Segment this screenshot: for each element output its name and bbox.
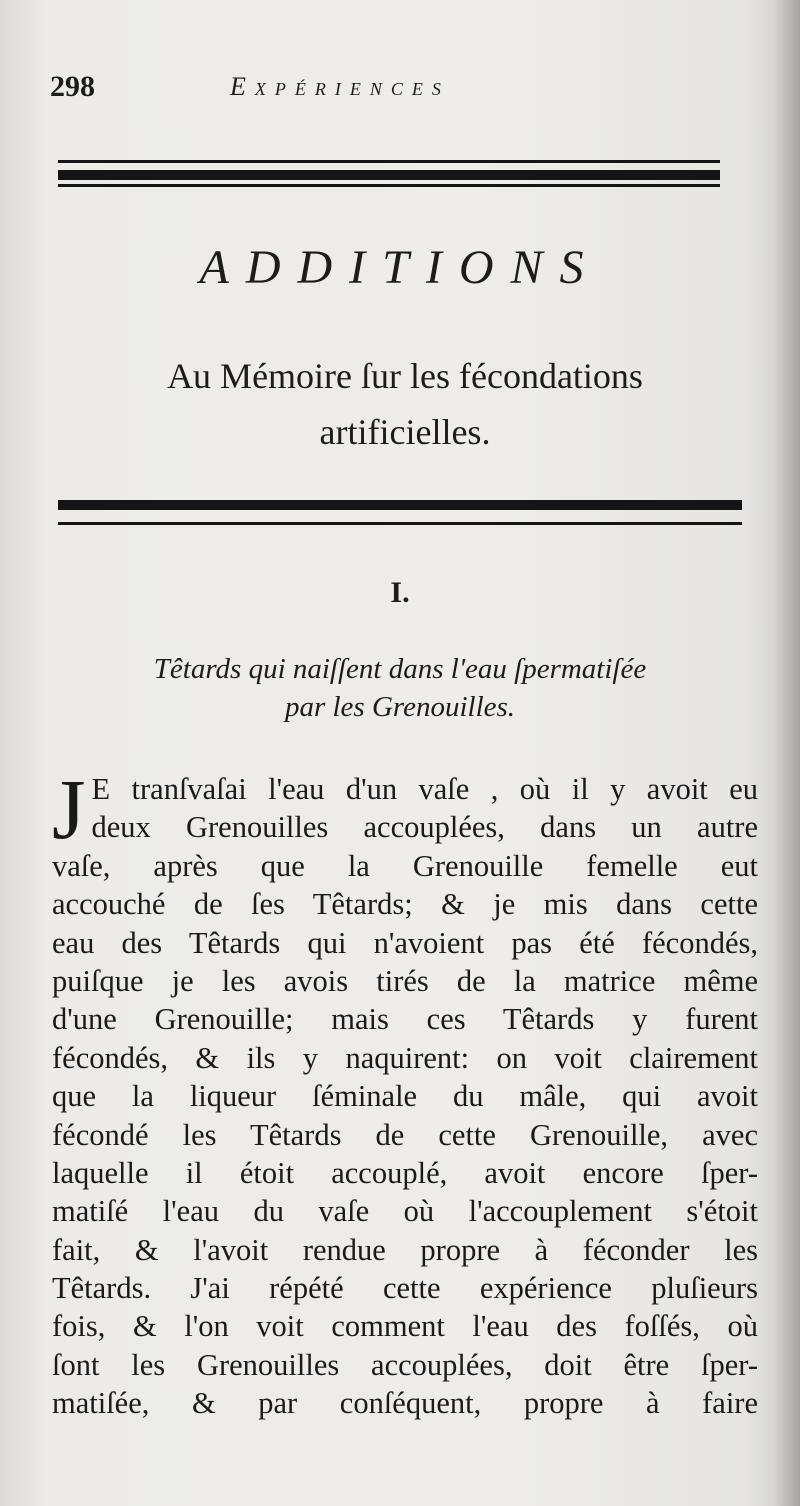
body-paragraph	[52, 761, 758, 1423]
text-line: matiſé l'eau du vaſe où l'accouplement s'étoit	[52, 1194, 758, 1229]
text-line: laquelle il étoit accouplé, avoit encore ſper-	[52, 1155, 758, 1190]
text-line: accouché de ſes Têtards; & je mis dans cette	[52, 887, 758, 922]
section-title-line: Têtards qui naiſſent dans l'eau ſpermatiſée	[153, 653, 647, 685]
subtitle-line: artificielles.	[319, 412, 491, 452]
subtitle-line: Au Mémoire ſur les fécondations	[167, 356, 643, 396]
text-line: que la liqueur ſéminale du mâle, qui avoit	[52, 1079, 758, 1114]
text-line: fait, & l'avoit rendue propre à féconder les	[52, 1232, 758, 1267]
section-title	[60, 650, 740, 726]
text-line: deux Grenouilles accouplées, dans un autre	[91, 810, 758, 845]
rule-line	[58, 522, 742, 525]
running-head: Expériences	[230, 72, 450, 101]
section-title-line: par les Grenouilles.	[284, 691, 516, 723]
page-subtitle	[80, 348, 730, 460]
drop-cap: J	[52, 761, 86, 857]
text-line: ſont les Grenouilles accouplées, doit être ſper-	[52, 1347, 758, 1382]
section-number: I.	[390, 576, 410, 609]
rule-line	[58, 170, 720, 180]
rule-line	[58, 500, 742, 510]
page-number: 298	[50, 70, 95, 103]
rule-line	[58, 184, 720, 187]
ornamental-rule-top	[58, 160, 720, 188]
text-line: fécondé les Têtards de cette Grenouille, avec	[52, 1117, 758, 1152]
text-line: puiſque je les avois tirés de la matrice même	[52, 963, 758, 998]
text-line: d'une Grenouille; mais ces Têtards y furent	[52, 1002, 758, 1037]
text-line: vaſe, après que la Grenouille femelle eut	[52, 848, 758, 883]
text-line: fois, & l'on voit comment l'eau des foſſés, où	[52, 1309, 758, 1344]
rule-line	[58, 160, 720, 163]
text-line: E tranſvaſai l'eau d'un vaſe , où il y avoit eu	[91, 772, 758, 806]
ornamental-rule-bottom	[58, 500, 742, 530]
page-header	[50, 70, 750, 110]
text-line: eau des Têtards qui n'avoient pas été fécondés,	[52, 925, 758, 960]
text-line: fécondés, & ils y naquirent: on voit clairement	[52, 1040, 758, 1075]
text-line: Têtards. J'ai répété cette expérience pluſieurs	[52, 1271, 758, 1306]
page-edge-shadow	[774, 0, 800, 1506]
page-title: ADDITIONS	[199, 241, 601, 294]
text-line: matiſée, & par conſéquent, propre à faire	[52, 1386, 758, 1421]
